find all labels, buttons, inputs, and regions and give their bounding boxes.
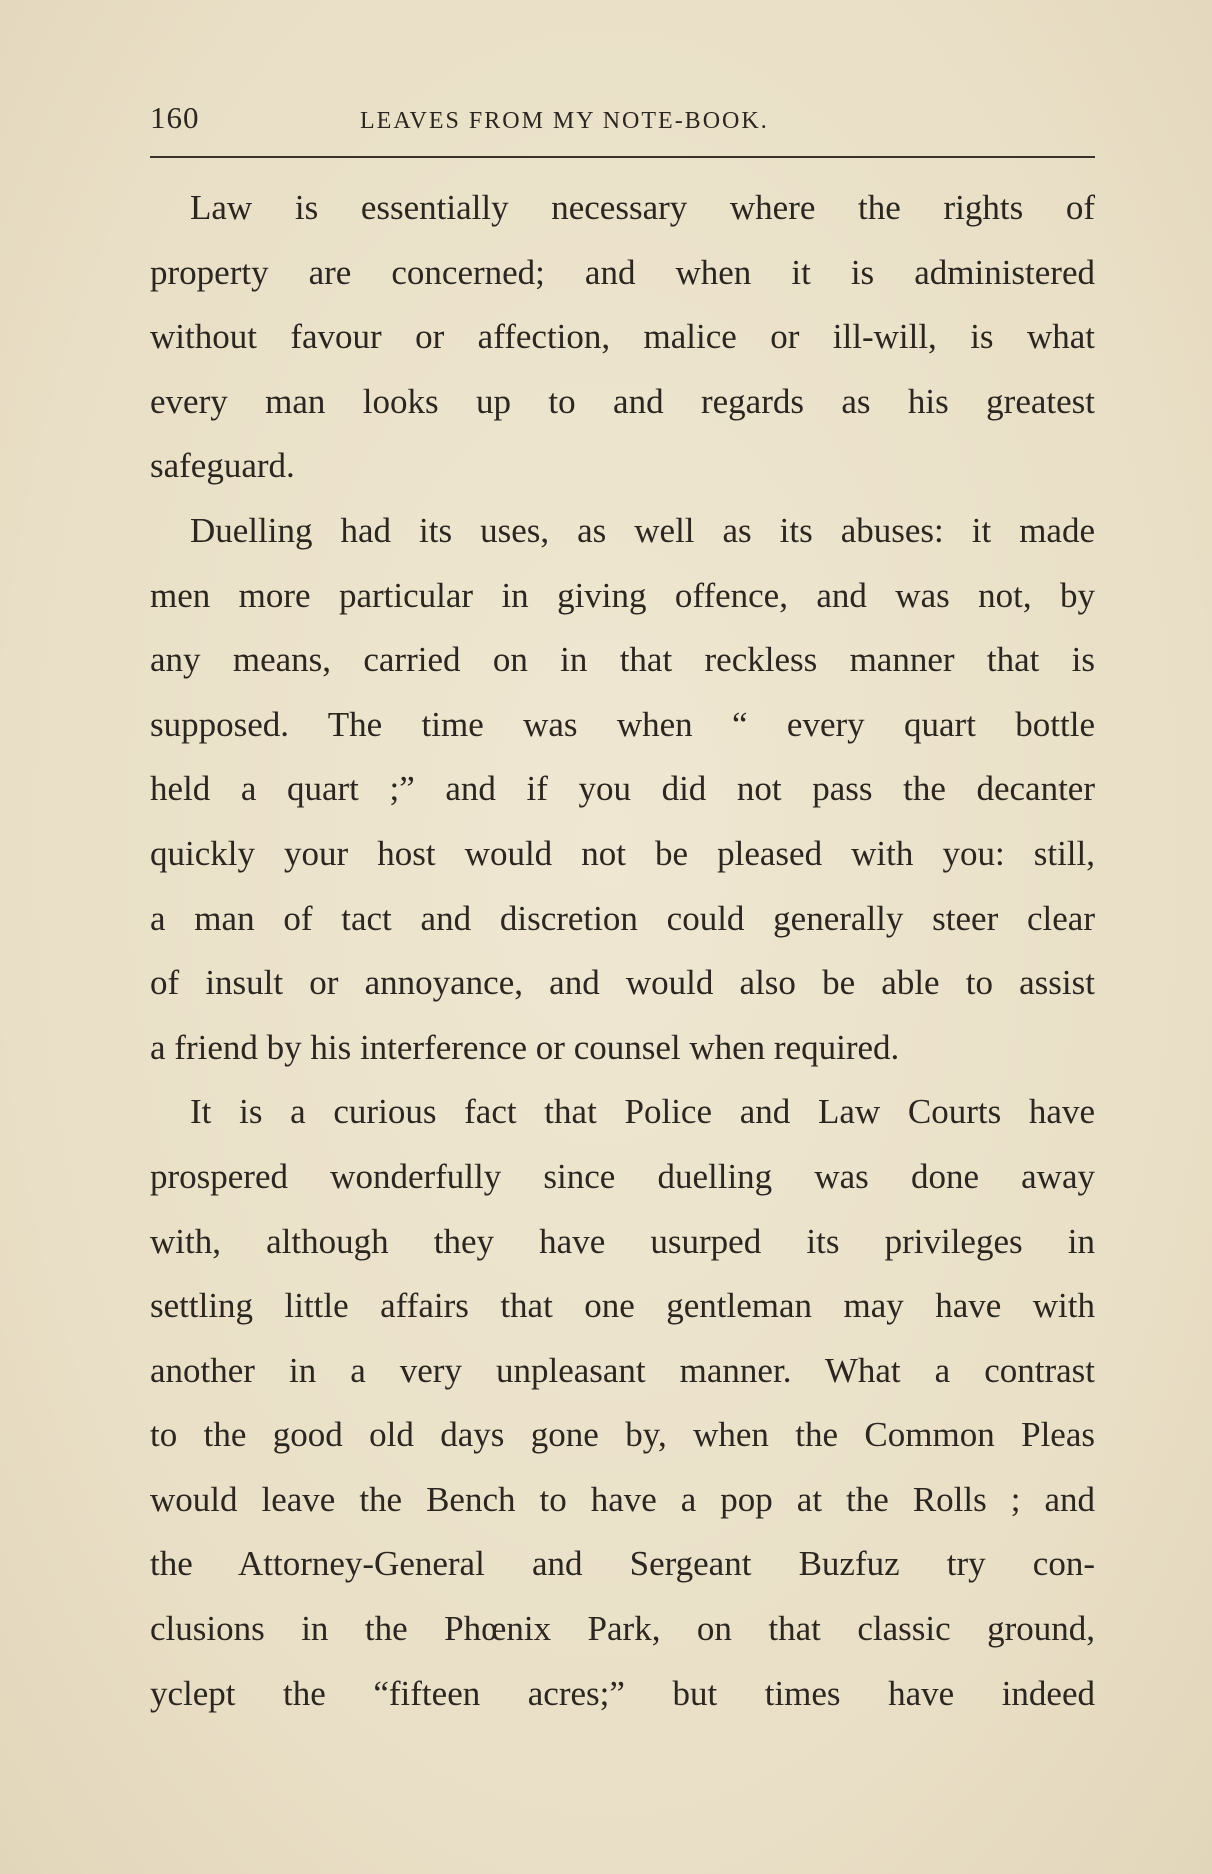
running-title: LEAVES FROM MY NOTE-BOOK. <box>360 108 769 134</box>
header-rule <box>150 156 1095 158</box>
text-line: every man looks up to and regards as his greatest <box>150 381 1095 421</box>
text-line: without favour or affection, malice or ill-will, is what <box>150 317 1095 357</box>
paragraph-duelling <box>150 499 1095 1080</box>
page-number: 160 <box>150 100 200 135</box>
text-line: the Attorney-General and Sergeant Buzfuz try con- <box>150 1544 1095 1584</box>
text-line: Law is essentially necessary where the rights of <box>190 188 1095 227</box>
text-line: with, although they have usurped its privileges in <box>150 1221 1095 1261</box>
text-line: safeguard. <box>150 446 295 486</box>
text-line: any means, carried on in that reckless manner that is <box>150 640 1095 680</box>
text-line: It is a curious fact that Police and Law Courts have <box>190 1092 1095 1132</box>
paragraph-law <box>150 176 1095 499</box>
text-line: quickly your host would not be pleased with you: still, <box>150 833 1095 873</box>
body-text <box>150 176 1095 1726</box>
text-line: Duelling had its uses, as well as its abuses: it made <box>190 510 1095 550</box>
text-line: property are concerned; and when it is administered <box>150 252 1095 292</box>
text-line: a man of tact and discretion could generally steer clear <box>150 898 1095 938</box>
text-line: men more particular in giving offence, and was not, by <box>150 575 1095 615</box>
text-line: of insult or annoyance, and would also be able to assist <box>150 963 1095 1003</box>
text-line: would leave the Bench to have a pop at the Rolls ; and <box>150 1479 1095 1519</box>
text-line: held a quart ;” and if you did not pass the decanter <box>150 769 1095 809</box>
text-line: yclept the “fifteen acres;” but times have indeed <box>150 1673 1095 1713</box>
text-line: settling little affairs that one gentleman may have with <box>150 1286 1095 1326</box>
text-line: to the good old days gone by, when the Common Pleas <box>150 1415 1095 1455</box>
text-line: another in a very unpleasant manner. What a contrast <box>150 1350 1095 1390</box>
running-head <box>150 100 1095 144</box>
paragraph-police <box>150 1080 1095 1726</box>
text-line: a friend by his interference or counsel when required. <box>150 1027 900 1067</box>
text-line: supposed. The time was when “ every quart bottle <box>150 704 1095 744</box>
text-line: clusions in the Phœnix Park, on that classic ground, <box>150 1609 1095 1649</box>
text-line: prospered wonderfully since duelling was done away <box>150 1156 1095 1196</box>
